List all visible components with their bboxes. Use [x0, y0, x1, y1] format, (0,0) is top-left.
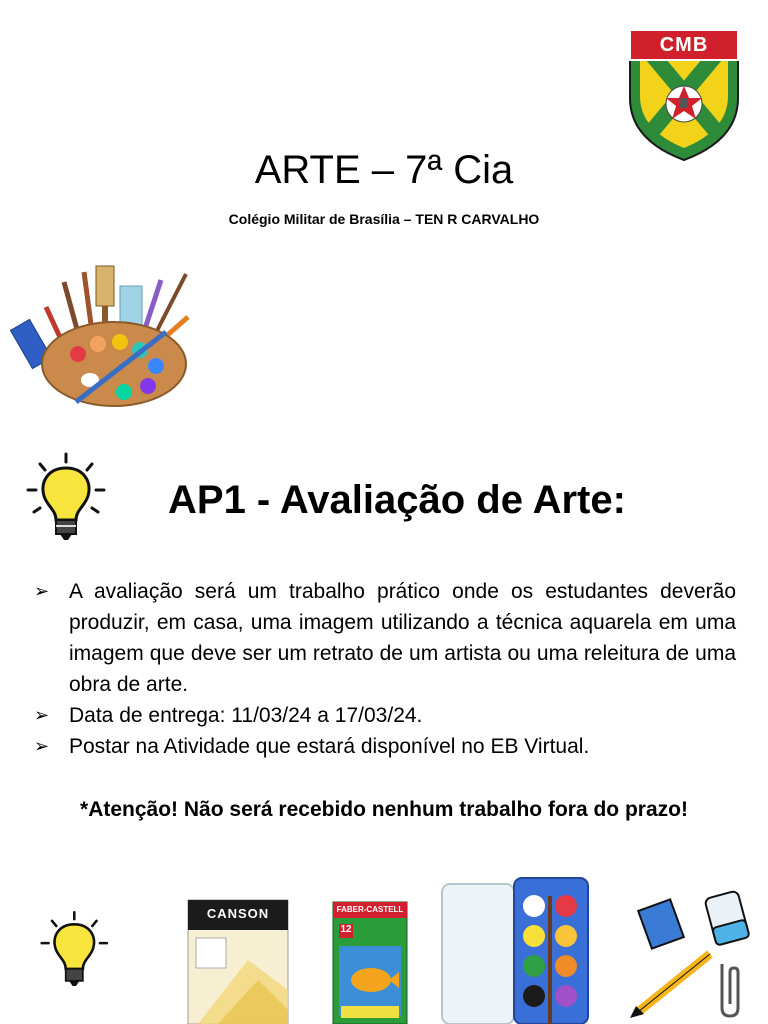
- faber-castell-count: 12: [340, 924, 352, 935]
- page-title: ARTE – 7ª Cia: [254, 148, 514, 192]
- arrow-bullet-icon: ➢: [34, 736, 50, 756]
- canson-brand: CANSON: [206, 906, 270, 921]
- instructions-list: [34, 576, 736, 762]
- deadline-warning: *Atenção! Não será recebido nenhum trabalho fora do prazo!: [80, 798, 688, 821]
- colored-pencils-box-icon: [333, 902, 407, 1024]
- page-subtitle: Colégio Militar de Brasília – TEN R CARVALHO: [228, 211, 540, 227]
- list-item: ➢ A avaliação será um trabalho prático onde os estudantes deverão produzir, em casa, uma imagem utilizando a técnica aquarela em uma imagem que deve ser um retrato de um artista ou uma releitura de uma obra de arte.: [34, 576, 736, 700]
- arrow-bullet-icon: ➢: [34, 581, 50, 601]
- art-palette-icon: [16, 262, 196, 412]
- section-heading: AP1 - Avaliação de Arte:: [168, 478, 626, 522]
- list-item: ➢ Postar na Atividade que estará disponível no EB Virtual.: [34, 731, 736, 762]
- watercolor-set-icon: [440, 876, 590, 1024]
- lightbulb-icon: [26, 452, 110, 544]
- lightbulb-icon: [40, 908, 112, 992]
- faber-castell-brand: FABER-CASTELL: [336, 905, 404, 914]
- list-item: ➢ Data de entrega: 11/03/24 a 17/03/24.: [34, 700, 736, 731]
- arrow-bullet-icon: ➢: [34, 705, 50, 725]
- cmb-logo-text: CMB: [659, 34, 709, 56]
- school-supplies-icon: [626, 884, 756, 1020]
